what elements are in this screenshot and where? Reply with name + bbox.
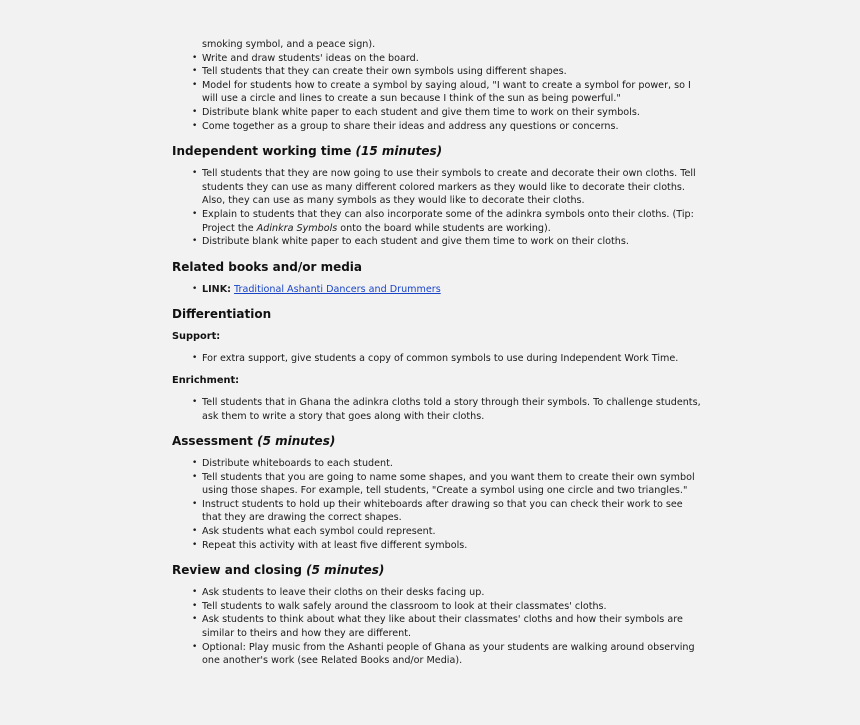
assessment-list [172, 457, 702, 552]
list-item: • Tell students that they can create their own symbols using different shapes. [202, 65, 702, 79]
list-item: • Write and draw students' ideas on the board. [202, 52, 702, 66]
link-label: LINK: [202, 283, 231, 295]
heading-duration: (5 minutes) [306, 563, 385, 578]
intro-list [172, 38, 702, 133]
list-item: • Ask students to leave their cloths on their desks facing up. [202, 586, 702, 600]
list-item [202, 283, 702, 297]
related-list [172, 283, 702, 297]
independent-list [172, 167, 702, 249]
enrichment-list [172, 396, 702, 423]
list-item: • Optional: Play music from the Ashanti people of Ghana as your students are walking around observing one another's work (see Related Books and/or Media). [202, 641, 702, 668]
list-item: • Ask students to think about what they like about their classmates' cloths and how their symbols are similar to theirs and how they are different. [202, 613, 702, 640]
list-item [202, 208, 702, 235]
heading-text: Review and closing [172, 563, 302, 578]
section-heading-assessment [172, 433, 702, 449]
list-item: • Instruct students to hold up their whiteboards after drawing so that you can check their work to see that they are drawing the correct shapes. [202, 498, 702, 525]
ashanti-dancers-link[interactable]: Traditional Ashanti Dancers and Drummers [234, 283, 441, 295]
support-list [172, 352, 702, 366]
review-list [172, 586, 702, 668]
list-item: • For extra support, give students a copy of common symbols to use during Independent Work Time. [202, 352, 702, 366]
list-item: • Tell students that they are now going to use their symbols to create and decorate their own cloths. Tell students they can use as many different colored markers as they would like to decorate their cloths. Also, they can use as many symbols as they would like to decorate their cloths. [202, 167, 702, 208]
list-item: • Tell students to walk safely around the classroom to look at their classmates' cloths. [202, 600, 702, 614]
list-item: • Distribute whiteboards to each student. [202, 457, 702, 471]
heading-duration: (15 minutes) [355, 144, 443, 159]
list-item: • Ask students what each symbol could represent. [202, 525, 702, 539]
heading-text: Independent working time [172, 144, 352, 159]
section-heading-review [172, 562, 702, 578]
support-label: Support: [172, 331, 221, 343]
list-item: • Tell students that you are going to name some shapes, and you want them to create their own symbol using those shapes. For example, tell students, "Create a symbol using one circle and two triangles." [202, 471, 702, 498]
enrichment-label: Enrichment: [172, 374, 240, 386]
section-heading-independent [172, 143, 702, 159]
list-item: • Distribute blank white paper to each student and give them time to work on their symbols. [202, 106, 702, 120]
section-heading-related: Related books and/or media [172, 259, 363, 274]
tip-text-after: onto the board while students are working). [337, 222, 551, 234]
list-item: • Distribute blank white paper to each student and give them time to work on their cloths. [202, 235, 702, 249]
section-heading-differentiation: Differentiation [172, 307, 272, 322]
list-item: smoking symbol, and a peace sign). [202, 39, 376, 50]
tip-text-italic: Adinkra Symbols [256, 222, 338, 234]
lesson-content [172, 38, 702, 668]
heading-text: Assessment [172, 434, 253, 449]
list-item: • Model for students how to create a symbol by saying aloud, "I want to create a symbol for power, so I will use a circle and lines to create a sun because I think of the sun as being powerful." [202, 79, 702, 106]
list-item: • Come together as a group to share their ideas and address any questions or concerns. [202, 120, 702, 134]
tip-text-before: Explain to students that they can also incorporate some of the adinkra symbols onto their cloths. (Tip: Project the [202, 208, 694, 234]
heading-duration: (5 minutes) [257, 434, 336, 449]
list-item: • Tell students that in Ghana the adinkra cloths told a story through their symbols. To challenge students, ask them to write a story that goes along with their cloths. [202, 396, 702, 423]
list-item: • Repeat this activity with at least five different symbols. [202, 539, 702, 553]
